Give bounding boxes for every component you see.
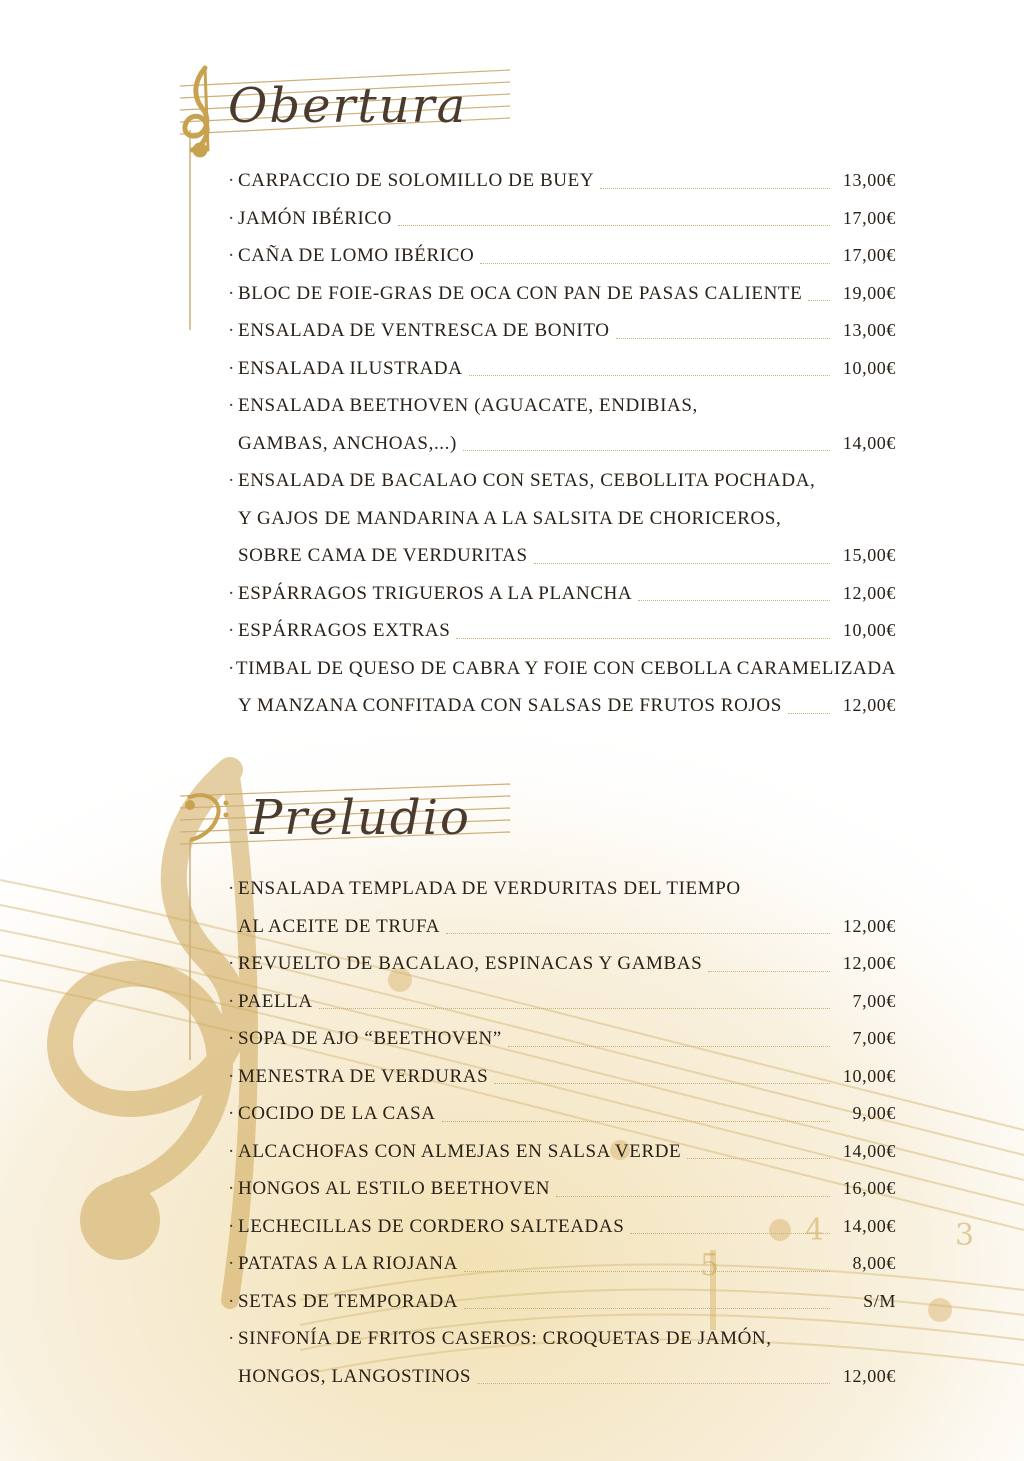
menu-item-name: ENSALADA TEMPLADA DE VERDURITAS DEL TIEMPO — [238, 878, 741, 899]
menu-item — [228, 312, 896, 350]
dot-leader — [398, 224, 830, 226]
dot-leader — [788, 712, 830, 714]
menu-list-obertura — [228, 162, 896, 725]
menu-item-name: ALCACHOFAS CON ALMEJAS EN SALSA VERDE — [238, 1140, 682, 1162]
menu-item-line — [228, 1020, 896, 1058]
menu-item-price: 8,00€ — [852, 1253, 896, 1273]
dot-leader — [477, 1382, 830, 1384]
bullet-icon: · — [228, 170, 235, 191]
menu-item-name: ENSALADA BEETHOVEN (AGUACATE, ENDIBIAS, — [238, 395, 698, 416]
menu-item-price: 10,00€ — [842, 357, 896, 378]
dot-leader — [456, 637, 830, 639]
menu-item-line — [228, 537, 896, 575]
menu-item-name: COCIDO DE LA CASA — [238, 1103, 436, 1124]
menu-item-line — [228, 425, 896, 463]
menu-item — [228, 1320, 896, 1395]
menu-item-name: ENSALADA DE VENTRESCA DE BONITO — [238, 320, 610, 341]
dot-leader — [469, 374, 830, 376]
svg-text:5: 5 — [700, 1248, 720, 1283]
dot-leader — [638, 599, 830, 601]
dot-leader — [446, 932, 830, 934]
bullet-icon: · — [228, 1140, 235, 1162]
bullet-icon: · — [228, 1215, 235, 1237]
bullet-icon: · — [228, 245, 235, 266]
menu-item-name: Y MANZANA CONFITADA CON SALSAS DE FRUTOS ROJOS — [238, 695, 782, 716]
menu-item-line — [228, 1245, 896, 1283]
menu-item-name: AL ACEITE DE TRUFA — [238, 915, 441, 937]
menu-item-price: 12,00€ — [842, 1365, 896, 1386]
menu-item-line — [228, 687, 896, 725]
svg-text:3: 3 — [955, 1218, 975, 1253]
menu-item — [228, 237, 896, 275]
menu-item — [228, 1095, 896, 1133]
menu-item — [228, 1208, 896, 1246]
dot-leader — [442, 1120, 830, 1122]
menu-item — [228, 870, 896, 945]
menu-item-line — [228, 575, 896, 613]
menu-item-name: ESPÁRRAGOS EXTRAS — [238, 620, 451, 641]
menu-item-name: CAÑA DE LOMO IBÉRICO — [238, 245, 475, 266]
menu-item-line — [228, 462, 896, 500]
menu-item-price: 16,00€ — [842, 1178, 896, 1198]
menu-item-name: SINFONÍA DE FRITOS CASEROS: CROQUETAS DE JAMÓN, — [238, 1328, 772, 1349]
bullet-icon: · — [228, 878, 235, 899]
menu-item — [228, 575, 896, 613]
menu-item-line — [228, 983, 896, 1021]
menu-item-line — [228, 1058, 896, 1096]
menu-item-name: SOPA DE AJO “BEETHOVEN” — [238, 1028, 502, 1049]
menu-item-line — [228, 1208, 896, 1246]
menu-item-name: TIMBAL DE QUESO DE CABRA Y FOIE CON CEBOLLA CARAMELIZADA — [235, 657, 896, 679]
menu-item-name: HONGOS AL ESTILO BEETHOVEN — [238, 1178, 551, 1199]
dot-leader — [616, 337, 830, 339]
menu-item-line — [228, 387, 896, 425]
menu-item-price: 13,00€ — [842, 170, 896, 190]
menu-item-line — [228, 275, 896, 313]
bullet-icon: · — [228, 657, 235, 679]
menu-item — [228, 1245, 896, 1283]
menu-item-line — [228, 612, 896, 650]
menu-item-line — [228, 1133, 896, 1171]
menu-item-name: MENESTRA DE VERDURAS — [238, 1065, 489, 1087]
bullet-icon: · — [228, 1065, 235, 1087]
dot-leader — [534, 562, 830, 564]
section-title-obertura: Obertura — [228, 78, 468, 134]
treble-clef-icon — [185, 68, 208, 155]
dot-leader — [463, 449, 830, 451]
menu-item — [228, 162, 896, 200]
menu-item-price: 7,00€ — [852, 1028, 896, 1048]
menu-item — [228, 650, 896, 725]
svg-text:4: 4 — [805, 1213, 825, 1248]
menu-item-line — [228, 908, 896, 946]
menu-item-line — [228, 200, 896, 238]
bullet-icon: · — [228, 357, 235, 379]
menu-item-line — [228, 1095, 896, 1133]
menu-item-line — [228, 312, 896, 350]
dot-leader — [630, 1232, 830, 1234]
bullet-icon: · — [228, 1290, 235, 1312]
bullet-icon: · — [228, 953, 235, 974]
menu-item — [228, 1058, 896, 1096]
menu-item — [228, 462, 896, 575]
menu-item-name: LECHECILLAS DE CORDERO SALTEADAS — [238, 1215, 625, 1237]
dot-leader — [687, 1157, 830, 1159]
menu-item-price: 12,00€ — [842, 915, 896, 936]
menu-item — [228, 1133, 896, 1171]
menu-item — [228, 1020, 896, 1058]
menu-item-price: S/M — [863, 1290, 896, 1311]
dot-leader — [464, 1270, 830, 1272]
bullet-icon: · — [228, 1178, 235, 1199]
menu-item-name: BLOC DE FOIE-GRAS DE OCA CON PAN DE PASAS CALIENTE — [238, 282, 803, 304]
menu-item-name: PATATAS A LA RIOJANA — [238, 1253, 458, 1274]
menu-item-price: 10,00€ — [842, 620, 896, 640]
bullet-icon: · — [228, 990, 235, 1012]
menu-item — [228, 612, 896, 650]
section-title-preludio: Preludio — [250, 790, 471, 846]
menu-item-price: 15,00€ — [842, 545, 896, 565]
bullet-icon: · — [228, 207, 235, 229]
menu-item-name: HONGOS, LANGOSTINOS — [238, 1365, 472, 1387]
menu-item-price: 13,00€ — [842, 320, 896, 340]
menu-item-name: GAMBAS, ANCHOAS,...) — [238, 432, 457, 454]
menu-item-name: JAMÓN IBÉRICO — [238, 207, 393, 229]
menu-item-line — [228, 500, 896, 538]
menu-item — [228, 275, 896, 313]
menu-item-price: 17,00€ — [842, 245, 896, 265]
dot-leader — [508, 1045, 830, 1047]
dot-leader — [480, 262, 830, 264]
menu-item-line — [228, 237, 896, 275]
menu-item-line — [228, 945, 896, 983]
menu-item-price: 14,00€ — [842, 1140, 896, 1161]
bullet-icon: · — [228, 320, 235, 341]
menu-item — [228, 1170, 896, 1208]
menu-item — [228, 1283, 896, 1321]
menu-item-line — [228, 162, 896, 200]
bullet-icon: · — [228, 582, 235, 604]
menu-item-price: 7,00€ — [852, 990, 896, 1011]
menu-item-price: 19,00€ — [842, 282, 896, 303]
bullet-icon: · — [228, 1253, 235, 1274]
menu-item-name: PAELLA — [238, 990, 313, 1012]
bullet-icon: · — [228, 282, 235, 304]
menu-item — [228, 350, 896, 388]
menu-item-name: Y GAJOS DE MANDARINA A LA SALSITA DE CHORICEROS, — [238, 507, 782, 529]
menu-item-line — [228, 650, 896, 688]
menu-item-price: 12,00€ — [842, 695, 896, 715]
menu-item-name: ENSALADA DE BACALAO CON SETAS, CEBOLLITA POCHADA, — [238, 470, 816, 491]
menu-item-line — [228, 1170, 896, 1208]
menu-item-name: REVUELTO DE BACALAO, ESPINACAS Y GAMBAS — [238, 953, 703, 974]
menu-item-name: ENSALADA ILUSTRADA — [238, 357, 463, 379]
menu-item — [228, 387, 896, 462]
menu-item — [228, 200, 896, 238]
bullet-icon: · — [228, 1028, 235, 1049]
menu-item-line — [228, 350, 896, 388]
dot-leader — [319, 1007, 830, 1009]
dot-leader — [708, 970, 830, 972]
menu-item-price: 14,00€ — [842, 432, 896, 453]
dot-leader — [808, 299, 830, 301]
bullet-icon: · — [228, 395, 235, 416]
dot-leader — [600, 187, 830, 189]
menu-item-price: 10,00€ — [842, 1065, 896, 1086]
menu-item-line — [228, 1358, 896, 1396]
menu-item-line — [228, 1320, 896, 1358]
bullet-icon: · — [228, 470, 235, 491]
menu-item-name: SETAS DE TEMPORADA — [238, 1290, 459, 1312]
menu-item-line — [228, 1283, 896, 1321]
menu-item-price: 12,00€ — [842, 953, 896, 973]
menu-item-name: SOBRE CAMA DE VERDURITAS — [238, 545, 528, 566]
menu-item — [228, 945, 896, 983]
menu-item-price: 12,00€ — [842, 582, 896, 603]
dot-leader — [464, 1307, 830, 1309]
dot-leader — [494, 1082, 830, 1084]
menu-item-name: CARPACCIO DE SOLOMILLO DE BUEY — [238, 170, 595, 191]
menu-item — [228, 983, 896, 1021]
bullet-icon: · — [228, 1103, 235, 1124]
dot-leader — [556, 1195, 830, 1197]
menu-item-name: ESPÁRRAGOS TRIGUEROS A LA PLANCHA — [238, 582, 633, 604]
menu-item-line — [228, 870, 896, 908]
bullet-icon: · — [228, 1328, 235, 1349]
menu-item-price: 9,00€ — [852, 1103, 896, 1123]
bullet-icon: · — [228, 620, 235, 641]
menu-item-price: 14,00€ — [842, 1215, 896, 1236]
menu-list-preludio — [228, 870, 896, 1395]
menu-item-price: 17,00€ — [842, 207, 896, 228]
